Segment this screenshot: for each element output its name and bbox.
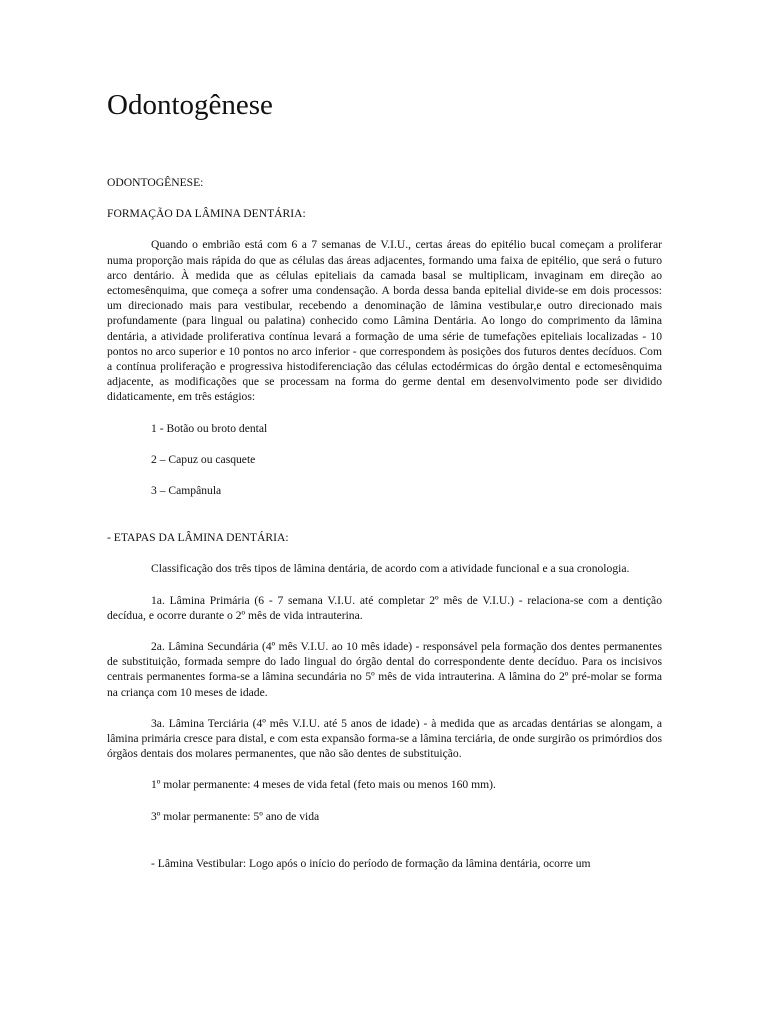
heading-odontogenese: ODONTOGÊNESE: <box>107 176 204 189</box>
stage-item-3: 3 – Campânula <box>151 484 222 498</box>
paragraph-lamina-secundaria: 2a. Lâmina Secundária (4º mês V.I.U. ao 10 mês idade) - responsável pela formação dos dentes permanentes de substituição, formada sempre do lado lingual do órgão dental do correspondente dente decíduo. Para os incisivos centrais permanentes forma-se a lâmina secundária no 5º mês de vida intrauterina. A lâmina do 2º pré-molar se forma na criança com 10 meses de idade. <box>107 640 662 699</box>
paragraph-lamina-vestibular: - Lâmina Vestibular: Logo após o início do período de formação da lâmina dentária, ocorre um <box>151 856 591 870</box>
heading-etapas-lamina: - ETAPAS DA LÂMINA DENTÁRIA: <box>107 531 289 545</box>
document-body <box>107 175 662 871</box>
paragraph-lamina-primaria: 1a. Lâmina Primária (6 - 7 semana V.I.U. até completar 2º mês de V.I.U.) - relaciona-se com a dentição decídua, e ocorre durante o 2º mês de vida intrauterina. <box>107 593 662 622</box>
paragraph-classificacao: Classificação dos três tipos de lâmina dentária, de acordo com a atividade funcional e a sua cronologia. <box>151 562 630 576</box>
molar-1-item: 1º molar permanente: 4 meses de vida fetal (feto mais ou menos 160 mm). <box>151 778 496 792</box>
molar-3-item: 3º molar permanente: 5º ano de vida <box>151 809 320 823</box>
document-title: Odontogênese <box>107 89 273 121</box>
heading-formacao-lamina: FORMAÇÃO DA LÂMINA DENTÁRIA: <box>107 207 306 221</box>
paragraph-intro: Quando o embrião está com 6 a 7 semanas de V.I.U., certas áreas do epitélio bucal começam a proliferar numa proporção mais rápida do que as células das áreas adjacentes, formando uma faixa de epitélio, que será o futuro arco dentário. À medida que as células epiteliais da camada basal se multiplicam, invaginam em direção ao ectomesênquima, que começa a sofrer uma condensação. A borda dessa banda epitelial divide-se em dois processos: um direcionado mais para vestibular, recebendo a denominação de lâmina vestibular,e outro direcionado mais profundamente (para lingual ou palatina) conhecido como Lâmina Dentária. Ao longo do comprimento da lâmina dentária, a atividade proliferativa contínua levará a formação de uma série de tumefações epiteliais localizadas - 10 pontos no arco superior e 10 pontos no arco inferior - que correspondem às posições dos futuros dentes decíduos. Com a contínua proliferação e progressiva histodiferenciação das células ectodérmicas do órgão dental e ectomesênquima adjacente, as modificações que se processam na forma do germe dental em desenvolvimento pode ser dividido didaticamente, em três estágios: <box>107 238 662 404</box>
paragraph-lamina-terciaria: 3a. Lâmina Terciária (4º mês V.I.U. até 5 anos de idade) - à medida que as arcadas dentárias se alongam, a lâmina primária cresce para distal, e com esta expansão forma-se a lâmina terciária, de onde surgirão os primórdios dos órgãos dentais dos molares permanentes, que não são dentes de substituição. <box>107 716 662 761</box>
stage-item-1: 1 - Botão ou broto dental <box>151 421 268 435</box>
stage-item-2: 2 – Capuz ou casquete <box>151 452 256 466</box>
